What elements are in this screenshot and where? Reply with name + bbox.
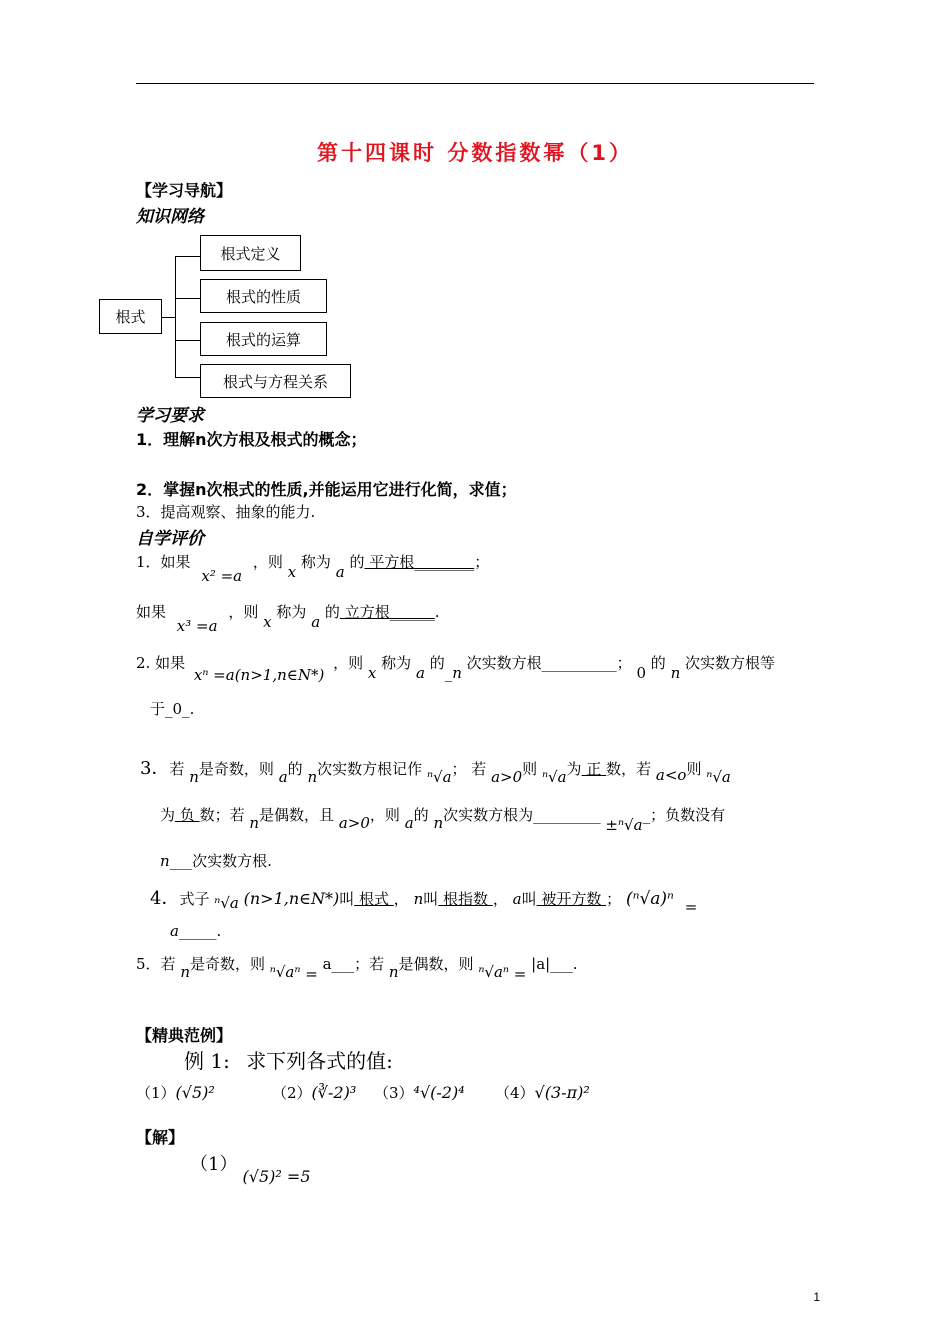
requirement-item: 2．掌握n次根式的性质,并能运用它进行化简，求值； xyxy=(136,480,517,499)
requirement-item: 3．提高观察、抽象的能力. xyxy=(136,503,316,521)
nav-heading: 【学习导航】 xyxy=(136,181,233,200)
question-4: 4．式子 ⁿ√a (n>1,n∈N*)叫 根式 ， n叫 根指数 ， a叫 被开方数 ； (ⁿ√a)ⁿ = xyxy=(150,888,698,916)
page-number: 1 xyxy=(813,1290,820,1304)
diagram-branch: 根式与方程关系 xyxy=(200,364,351,398)
question-5: 5．若 n是奇数，则 ⁿ√aⁿ = a___；若 n是偶数，则 ⁿ√aⁿ = |a|___. xyxy=(136,955,578,983)
question-3-line3: n___次实数方根. xyxy=(160,852,272,870)
solution-1: （1） (√5)² =5 xyxy=(190,1154,311,1186)
example-1-title: 例 1: 求下列各式的值: xyxy=(184,1049,393,1073)
diagram-root: 根式 xyxy=(99,299,162,334)
requirements-heading: 学习要求 xyxy=(136,406,204,426)
example-item-2: （2）(∛-2)³ xyxy=(272,1083,357,1102)
question-3-line2: 为 负 数；若 n是偶数，且 a>0，则 a的 n次实数方根为_________ ±ⁿ√a_；负数没有 xyxy=(160,806,726,834)
knowledge-heading: 知识网络 xyxy=(136,207,204,227)
example-item-4: （4）√(3-π)² xyxy=(495,1083,590,1102)
question-2: 2. 如果 xⁿ =a(n>1,n∈N*) ，则 x 称为 a 的_n 次实数方根__________； 0 的 n 次实数方根等 xyxy=(136,654,776,684)
requirement-item: 1．理解n次方根及根式的概念； xyxy=(136,430,367,449)
question-1a: 1．如果 x² =a ，则 x 称为 a 的 平方根________； xyxy=(136,553,490,585)
header-rule xyxy=(136,83,814,84)
page-title: 第十四课时 分数指数幂（1） xyxy=(317,141,633,165)
solution-heading: 【解】 xyxy=(136,1128,185,1147)
diagram-branch: 根式定义 xyxy=(200,235,301,271)
example-item-3: （3）⁴√(-2)⁴ xyxy=(374,1083,465,1102)
diagram-branch: 根式的性质 xyxy=(200,279,327,313)
question-1b: 如果 x³ =a ，则 x 称为 a 的 立方根______. xyxy=(136,603,440,635)
diagram-branch: 根式的运算 xyxy=(200,322,327,356)
question-2-cont: 于_0_. xyxy=(150,700,195,718)
question-4-line2: a_____. xyxy=(170,922,222,940)
example-item-1: （1）(√5)² xyxy=(136,1083,215,1102)
examples-heading: 【精典范例】 xyxy=(136,1026,233,1045)
self-heading: 自学评价 xyxy=(136,529,204,549)
question-3: 3．若 n是奇数，则 a的 n次实数方根记作 ⁿ√a； 若 a>0则 ⁿ√a为 正 数，若 a<o则 ⁿ√a xyxy=(140,758,731,786)
